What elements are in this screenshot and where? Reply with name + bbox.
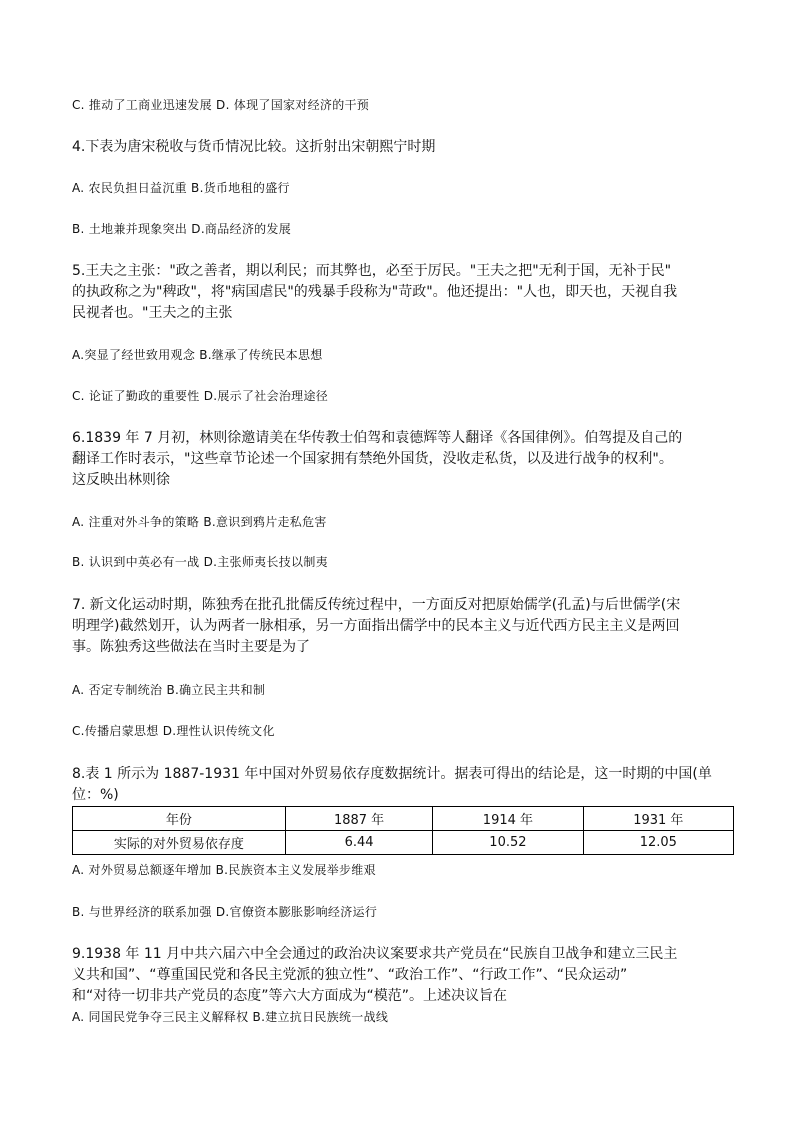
- table-cell: 6.44: [285, 831, 432, 855]
- q7-stem-line1: 7. 新文化运动时期，陈独秀在批孔批儒反传统过程中，一方面反对把原始儒学(孔孟)与后世儒学(宋: [72, 597, 681, 613]
- table-cell: 实际的对外贸易依存度: [73, 831, 286, 855]
- q5-option-ab: A.突显了经世致用观念 B.继承了传统民本思想: [72, 348, 323, 362]
- table-cell: 1931 年: [583, 807, 733, 831]
- q4-option-ab: A. 农民负担日益沉重 B.货币地租的盛行: [72, 181, 290, 195]
- q6-option-ab: A. 注重对外斗争的策略 B.意识到鸦片走私危害: [72, 515, 327, 529]
- q7-stem-line3: 事。陈独秀这些做法在当时主要是为了: [72, 639, 310, 655]
- q9-stem-line2: 义共和国”、“尊重国民党和各民主党派的独立性”、“政治工作”、“行政工作”、“民众运动”: [72, 967, 628, 983]
- q5-stem-line1: 5.王夫之主张："政之善者，期以利民；而其弊也，必至于厉民。"王夫之把"无利于国，无补于民": [72, 263, 672, 279]
- q5-option-cd: C. 论证了勤政的重要性 D.展示了社会治理途径: [72, 389, 329, 403]
- q6-stem-line2: 翻译工作时表示，"这些章节论述一个国家拥有禁绝外国货，没收走私货，以及进行战争的权利"。: [72, 451, 673, 467]
- table-header-row: [73, 807, 734, 831]
- q8-option-cd: B. 与世界经济的联系加强 D.官僚资本膨胀影响经济运行: [72, 905, 378, 919]
- q6-stem-line1: 6.1839 年 7 月初，林则徐邀请美在华传教士伯驾和袁德辉等人翻译《各国律例》。伯驾提及自己的: [72, 430, 683, 446]
- q4-option-cd: B. 土地兼并现象突出 D.商品经济的发展: [72, 222, 292, 236]
- q6-option-cd: B. 认识到中英必有一战 D.主张师夷长技以制夷: [72, 555, 328, 569]
- q9-stem-line3: 和“对待一切非共产党员的态度”等六大方面成为“模范”。上述决议旨在: [72, 988, 508, 1004]
- table-cell: 年份: [73, 807, 286, 831]
- q3-option-cd: C. 推动了工商业迅速发展 D. 体现了国家对经济的干预: [72, 98, 370, 112]
- q7-stem-line2: 明理学)截然划开，认为两者一脉相承，另一方面指出儒学中的民本主义与近代西方民主主义是两回: [72, 618, 680, 634]
- table-cell: 10.52: [433, 831, 583, 855]
- q9-stem-line1: 9.1938 年 11 月中共六届六中全会通过的政治决议案要求共产党员在“民族自卫战争和建立三民主: [72, 946, 678, 962]
- table-cell: 1887 年: [285, 807, 432, 831]
- q8-stem-line1: 8.表 1 所示为 1887-1931 年中国对外贸易依存度数据统计。据表可得出的结论是，这一时期的中国(单: [72, 766, 712, 782]
- table-cell: 1914 年: [433, 807, 583, 831]
- trade-dependency-table: [72, 806, 734, 855]
- q5-stem-line3: 民视者也。"王夫之的主张: [72, 305, 233, 321]
- q6-stem-line3: 这反映出林则徐: [72, 472, 170, 488]
- q8-option-ab: A. 对外贸易总额逐年增加 B.民族资本主义发展举步维艰: [72, 863, 376, 877]
- q8-stem-line2: 位：%): [72, 787, 119, 803]
- q5-stem-line2: 的执政称之为"稗政"，将"病国虐民"的残暴手段称为"苛政"。他还提出："人也，即天也，天视自我: [72, 284, 678, 300]
- table-row: [73, 831, 734, 855]
- table-cell: 12.05: [583, 831, 733, 855]
- q9-option-ab: A. 同国民党争夺三民主义解释权 B.建立抗日民族统一战线: [72, 1010, 389, 1024]
- q7-option-ab: A. 否定专制统治 B.确立民主共和制: [72, 683, 266, 697]
- q7-option-cd: C.传播启蒙思想 D.理性认识传统文化: [72, 724, 275, 738]
- q4-stem: 4.下表为唐宋税收与货币情况比较。这折射出宋朝熙宁时期: [72, 139, 436, 155]
